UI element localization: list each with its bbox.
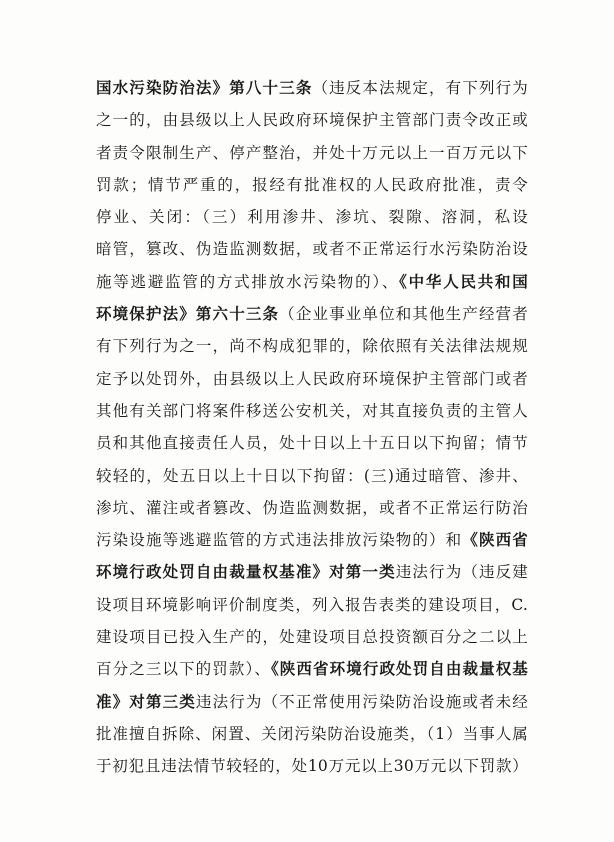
text-line: [96, 201, 528, 233]
text-line: [96, 395, 528, 427]
bold-text-segment: 国水污染防治法》第八十三条: [96, 78, 313, 97]
bold-text-segment: 环境保护法》第六十三条: [96, 304, 280, 324]
text-segment: 批准擅自拆除、闲置、关闭污染防治设施类，（1）当事人属: [96, 724, 528, 743]
text-segment: 暗管，篡改、伪造监测数据，或者不正常运行水污染防治设: [96, 240, 528, 259]
text-line: [96, 556, 528, 588]
text-line: [96, 589, 528, 621]
text-segment: 停业、关闭：（三）利用渗井、渗坑、裂隙、溶洞，私设: [96, 208, 528, 227]
text-line: [96, 686, 528, 718]
bold-text-segment: 准》对第三类: [96, 691, 196, 711]
bold-text-segment: 《陕西省: [462, 530, 528, 550]
text-line: [96, 427, 528, 459]
text-segment: 施等逃避监管的方式排放水污染物的）、: [96, 272, 400, 291]
text-line: [96, 653, 528, 685]
text-segment: 污染设施等逃避监管的方式违法排放污染物的）和: [96, 531, 463, 550]
bold-text-segment: 环境行政处罚自由裁量权基准》对第一类: [96, 562, 396, 582]
text-segment: 于初犯且违法情节较轻的，处10万元以上30万元以下罚款）: [96, 757, 528, 776]
text-line: [96, 363, 528, 395]
text-segment: 其他有关部门将案件移送公安机关，对其直接负责的主管人: [96, 401, 528, 420]
text-segment: （企业事业单位和其他生产经营者: [279, 305, 528, 324]
text-line: [96, 330, 528, 362]
text-line: [96, 104, 528, 136]
text-segment: 违法行为（不正常使用污染防治设施或者未经: [195, 692, 528, 711]
text-line: [96, 233, 528, 265]
text-segment: 违法行为（违反建: [395, 563, 528, 582]
text-line: [96, 298, 528, 330]
text-segment: 设项目环境影响评价制度类，列入报告表类的建设项目，C.: [96, 595, 528, 614]
text-line: [96, 621, 528, 653]
text-segment: （违反本法规定，有下列行为: [312, 79, 528, 97]
text-segment: 之一的，由县级以上人民政府环境保护主管部门责令改正或: [96, 111, 528, 130]
text-segment: 较轻的，处五日以上十日以下拘留：(三)通过暗管、渗井、: [96, 466, 528, 485]
text-line: [96, 750, 528, 782]
text-line: [96, 169, 528, 201]
text-line: [96, 460, 528, 492]
document-body: [96, 72, 528, 783]
text-segment: 罚款；情节严重的，报经有批准权的人民政府批准，责令: [96, 175, 528, 194]
text-segment: 百分之三以下的罚款）、: [96, 660, 271, 679]
text-line: [96, 72, 528, 104]
text-segment: 建设项目已投入生产的，处建设项目总投资额百分之二以上: [96, 628, 528, 647]
text-line: [96, 266, 528, 298]
text-segment: 者责令限制生产、停产整治，并处十万元以上一百万元以下: [96, 143, 528, 162]
text-line: [96, 718, 528, 750]
text-line: [96, 137, 528, 169]
text-segment: 有下列行为之一，尚不构成犯罪的，除依照有关法律法规规: [96, 337, 528, 356]
text-segment: 定予以处罚外，由县级以上人民政府环境保护主管部门或者: [96, 369, 528, 388]
text-segment: 渗坑、灌注或者篡改、伪造监测数据，或者不正常运行防治: [96, 498, 528, 517]
bold-text-segment: 《中华人民共和国: [399, 271, 528, 291]
bold-text-segment: 《陕西省环境行政处罚自由裁量权基: [270, 659, 528, 679]
text-line: [96, 492, 528, 524]
text-line: [96, 524, 528, 556]
text-segment: 员和其他直接责任人员，处十日以上十五日以下拘留；情节: [96, 434, 528, 453]
